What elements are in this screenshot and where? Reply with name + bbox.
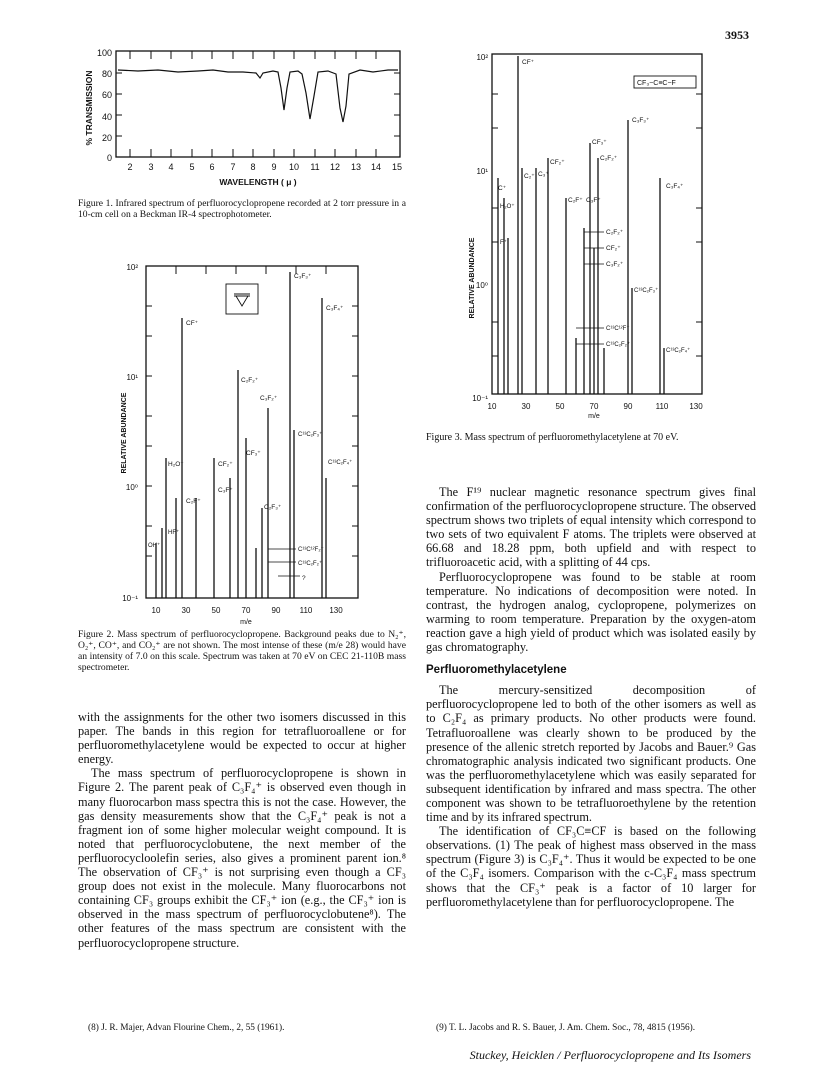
fig2-peak-label: C₃F₃⁺ — [294, 273, 312, 280]
fig3-xtick: 90 — [623, 402, 633, 411]
page-number: 3953 — [725, 28, 749, 42]
fig2-xtick: 70 — [241, 606, 251, 615]
fig1-ytick: 60 — [101, 90, 112, 100]
fig1-xtick: 2 — [127, 162, 133, 172]
section-heading: Perfluoromethylacetylene — [426, 664, 567, 677]
fig3-peak-label: CF⁺ — [522, 59, 535, 66]
fig1-frame — [116, 51, 400, 157]
figure2-mass-spectrum — [118, 258, 378, 642]
fig2-peak-label: C¹³C₂F₂⁺ — [298, 561, 323, 567]
fig1-ylabel: % TRANSMISSION — [84, 70, 94, 146]
fig3-xtick: 30 — [521, 402, 531, 411]
figure3-mass-spectrum — [456, 48, 716, 423]
fig3-peak-label: C₃F₄⁺ — [666, 183, 684, 190]
fig1-xtick: 12 — [329, 162, 341, 172]
fig3-xtick: 10 — [487, 402, 497, 411]
fig1-xtick: 4 — [168, 162, 174, 172]
fig1-xtick: 3 — [148, 162, 154, 172]
fig1-xlabel: WAVELENGTH ( μ ) — [219, 177, 297, 187]
fig3-ytick: 10⁻¹ — [472, 394, 488, 403]
fig2-ytick: 10² — [126, 263, 138, 272]
fig3-ytick: 10² — [476, 53, 488, 62]
fig3-peak-label: H₂O⁺ — [500, 204, 515, 210]
fig3-peak-label: CF₂⁺ — [606, 245, 621, 252]
fig2-peak-label: CF⁺ — [186, 320, 199, 327]
left-column — [78, 710, 406, 950]
fig3-xtick: 70 — [589, 402, 599, 411]
fig3-xtick: 110 — [655, 402, 669, 411]
fig3-ylabel: RELATIVE ABUNDANCE — [469, 237, 476, 319]
fig1-xtick: 6 — [209, 162, 215, 172]
fig1-xtick: 13 — [350, 162, 362, 172]
paragraph: The F¹⁹ nuclear magnetic resonance spectrum gives final confirmation of the perfluorocyclopropene structure. The observed spectrum shows two triplets of equal intensity which correspond to two sets of two equivalent F atoms. The triplets were observed at 66.68 and 18.28 ppm, both upfield and with respect to trifluoroacetic acid, with a splitting of 44 cps. — [426, 485, 756, 570]
fig1-xtick: 15 — [391, 162, 403, 172]
fig3-xlabel: m/e — [588, 413, 600, 420]
fig3-peak-label: C₂F⁺ — [568, 197, 583, 204]
fig2-peak-label: C¹³C₂F₃⁺ — [298, 432, 323, 438]
footnote-9: (9) T. L. Jacobs and R. S. Bauer, J. Am. Chem. Soc., 78, 4815 (1956). — [436, 1023, 696, 1033]
fig3-peak-label: C₃F⁺ — [586, 197, 601, 204]
fig2-ytick: 10¹ — [126, 373, 138, 382]
fig2-arrows — [268, 549, 300, 576]
fig2-xlabel: m/e — [240, 619, 252, 626]
right-column — [426, 485, 756, 909]
fig1-xtick: 8 — [250, 162, 256, 172]
figure1-caption: Figure 1. Infrared spectrum of perfluorocyclopropene recorded at 2 torr pressure in a 10-cm cell on a Beckman IR-4 spectrophotometer. — [78, 198, 406, 220]
figure2-caption: Figure 2. Mass spectrum of perfluorocyclopropene. Background peaks due to N₂⁺, O₂⁺, CO⁺, and CO₂⁺ are not shown. The most intense of these (m/e 28) would have an intensity of 7.0 on this scale. Spectrum was taken at 70 eV on CEC 21-110B mass spectrometer. — [78, 629, 406, 673]
figure1-ir-spectrum — [78, 48, 408, 193]
fig2-xtick: 10 — [151, 606, 161, 615]
fig2-peak-label: C₃F⁺ — [218, 487, 233, 494]
fig2-ylabel: RELATIVE ABUNDANCE — [121, 392, 128, 474]
fig1-xticks — [127, 162, 402, 172]
fig2-peak-label: C₃F₄⁺ — [326, 305, 344, 312]
fig1-xtick: 11 — [310, 162, 320, 172]
fig1-xtick: 5 — [189, 162, 195, 172]
paragraph: The identification of CF₃C≡CF is based on the following observations. (1) The peak of highest mass observed in the mass spectrum (Figure 3) is C₃F₄⁺. Thus it would be expected to be one of the C₃F₄ isomers. Comparison with the c-C₃F₄ mass spectrum shows that the CF₃⁺ peak is a factor of 10 larger for perfluoromethylacetylene than for perfluorocyclopropene. The — [426, 824, 756, 909]
fig3-peak-label: C₃⁺ — [538, 171, 549, 178]
paragraph: The mercury-sensitized decomposition of perfluorocyclopropene led to both of the other isomers as well as to C₂F₄ as primary products. No other products were found. Tetrafluoroallene was clearly shown to be produced by the presence of the allenic stretch reported by Jacobs and Bauer.⁹ Gas chromatographic analysis indicated two significant products. One was the perfluoromethylacetylene which was easily separated for subsequent identification by infrared and mass spectra. The other component was shown to be tetrafluoroethylene by the retention time and by its infrared spectrum. — [426, 683, 756, 825]
fig3-peak-label: C₃F₃⁺ — [632, 117, 650, 124]
fig3-structure: CF₃−C≡C−F — [637, 80, 676, 87]
fig3-peak-label: C¹³C₂F₄⁺ — [666, 348, 691, 354]
fig1-ytick: 0 — [106, 153, 112, 163]
fig2-peak-label: CF₂⁺ — [218, 461, 233, 468]
fig1-yticks — [97, 48, 112, 163]
fig1-xtick: 9 — [271, 162, 277, 172]
fig1-ir-trace — [118, 70, 398, 122]
fig2-peak-label: CF₃⁺ — [246, 450, 261, 457]
fig2-peak-label: C¹³C¹²F₂⁺ — [298, 547, 324, 553]
fig3-xtick: 130 — [689, 402, 703, 411]
fig2-peak-label: C₃F₂⁺ — [260, 395, 278, 402]
fig3-xtick: 50 — [555, 402, 565, 411]
fig2-peak-label: C₂F⁺ — [186, 498, 201, 505]
fig2-peak-label: C₂F₃⁺ — [264, 504, 282, 511]
fig1-xtick: 10 — [288, 162, 300, 172]
running-footer: Stuckey, Heicklen / Perfluorocyclopropene and Its Isomers — [469, 1048, 751, 1062]
fig3-peak-label: CF₃⁺ — [592, 139, 607, 146]
fig1-ytick: 20 — [101, 133, 112, 143]
fig3-peak-label: C₂F₂⁺ — [606, 229, 624, 236]
fig3-ytick: 10¹ — [476, 167, 488, 176]
fig2-peak-label: HF⁺ — [168, 530, 180, 536]
fig3-peak-label: C₂F₂⁺ — [600, 155, 618, 162]
fig2-peak-label: OH⁺ — [148, 543, 161, 549]
fig3-peaks — [498, 56, 664, 394]
fig1-xtick: 7 — [230, 162, 236, 172]
fig3-peak-label: F⁺ — [500, 240, 507, 246]
fig3-peak-label: C₂⁺ — [524, 173, 535, 180]
fig2-xtick: 90 — [271, 606, 281, 615]
fig2-peak-label: C¹³C₂F₄⁺ — [328, 460, 353, 466]
fig2-xtick: 30 — [181, 606, 191, 615]
fig2-xtick: 110 — [299, 606, 313, 615]
paragraph: with the assignments for the other two isomers discussed in this paper. The bands in this region for tetrafluoroallene or for perfluoromethylacetylene would be expected to occur at higher energy. — [78, 710, 406, 767]
fig3-peak-label: C¹³C¹²F⁺ — [606, 326, 630, 332]
figure3-caption: Figure 3. Mass spectrum of perfluoromethylacetylene at 70 eV. — [426, 432, 679, 443]
fig3-peak-label: CF₂⁺ — [550, 159, 565, 166]
paragraph: Perfluorocyclopropene was found to be stable at room temperature. No indications of decomposition were noted. In contrast, the hydrogen analog, cyclopropene, polymerizes on warming to room temperature. Preparation by the oxygen-atom reaction gave a high yield of product which was isolated easily by gas chromatography. — [426, 569, 756, 655]
fig1-ytick: 80 — [101, 69, 112, 79]
footnote-8: (8) J. R. Majer, Advan Flourine Chem., 2, 55 (1961). — [88, 1023, 285, 1033]
fig3-peak-label: C¹³C₂F₂⁺ — [606, 342, 631, 348]
fig2-structure — [226, 284, 258, 314]
fig2-peak-label: ? — [302, 575, 306, 582]
fig3-ytick: 10⁰ — [475, 281, 488, 290]
fig1-xtick: 14 — [370, 162, 382, 172]
fig2-ytick: 10⁻¹ — [122, 594, 138, 603]
fig2-peak-label: C₂F₂⁺ — [241, 377, 259, 384]
fig2-xtick: 50 — [211, 606, 221, 615]
fig3-peak-label: C¹³C₂F₃⁺ — [634, 288, 659, 294]
fig3-peak-label: C₃F₂⁺ — [606, 261, 624, 268]
fig2-xtick: 130 — [329, 606, 343, 615]
paragraph: The mass spectrum of perfluorocyclopropene is shown in Figure 2. The parent peak of C₃F₄⁺ is observed even though in many fluorocarbon mass spectra this is not the case. However, the gas density measurements show that the C₃F₄⁺ peak is not a fragment ion of some higher molecular weight compound. It is noted that perfluorocyclobutene, the next member of the perfluorocycloolefin series, also gives a prominent parent ion.⁸ The observation of CF₃⁺ is not surprising even though a CF₃ group does not exist in the molecule. Many fluorocarbons not containing CF₃ groups exhibit the CF₃⁺ ion (e.g., the CF₃⁺ ion is observed in the mass spectrum of perfluorocyclobutene⁸). The other features of the mass spectrum are consistent with the perfluorocyclopropene structure. — [78, 766, 406, 950]
fig2-peak-label: H₂O⁺ — [168, 461, 184, 468]
fig1-ytick: 40 — [101, 112, 112, 122]
fig1-ytick: 100 — [96, 48, 112, 58]
fig3-peak-label: C⁺ — [498, 185, 507, 192]
fig2-ytick: 10⁰ — [125, 483, 138, 492]
